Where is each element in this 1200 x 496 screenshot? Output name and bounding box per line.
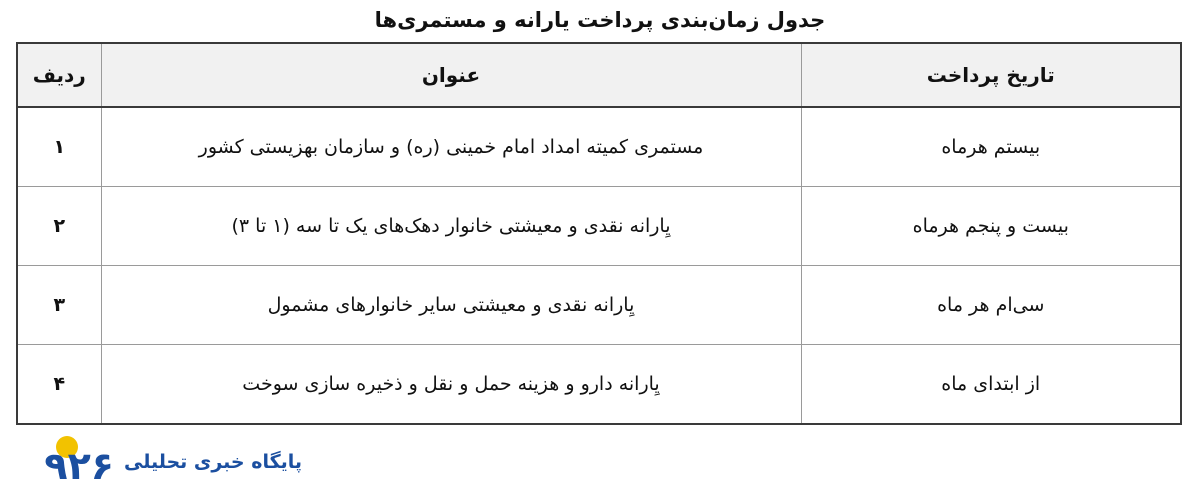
table-body — [17, 107, 1181, 424]
cell-title: یِارانه دارو و هزینه حمل و نقل و ذخیره سازی سوخت — [101, 345, 801, 425]
cell-date: بیست و پنجم هرماه — [801, 187, 1181, 266]
column-header-date: تاریخ پرداخت — [801, 43, 1181, 107]
cell-title: یِارانه نقدی و معیشتی سایر خانوارهای مشمول — [101, 266, 801, 345]
table-row — [17, 345, 1181, 425]
table-row — [17, 187, 1181, 266]
footer-watermark — [18, 434, 1182, 490]
brand-logo-icon — [18, 434, 114, 490]
cell-date: بیستم هرماه — [801, 107, 1181, 187]
cell-row-number: ۲ — [17, 187, 101, 266]
logo-digits: ۹۲۶ — [44, 444, 114, 488]
cell-title: مستمری کمیته امداد امام خمینی (ره) و سازمان بهزیستی کشور — [101, 107, 801, 187]
table-row — [17, 107, 1181, 187]
cell-date: از ابتدای ماه — [801, 345, 1181, 425]
cell-row-number: ۱ — [17, 107, 101, 187]
cell-row-number: ۳ — [17, 266, 101, 345]
schedule-table-container — [18, 42, 1182, 425]
brand-text: پایگاه خبری تحلیلی — [124, 451, 303, 473]
column-header-row: ردیف — [17, 43, 101, 107]
payment-schedule-table — [16, 42, 1182, 425]
cell-title: یِارانه نقدی و معیشتی خانوار دهک‌های یک تا سه (۱ تا ۳) — [101, 187, 801, 266]
cell-row-number: ۴ — [17, 345, 101, 425]
column-header-title: عنوان — [101, 43, 801, 107]
table-row — [17, 266, 1181, 345]
table-header — [17, 43, 1181, 107]
table-header-row — [17, 43, 1181, 107]
cell-date: سی‌ام هر ماه — [801, 266, 1181, 345]
page-title: جدول زمان‌بندی پرداخت یارانه و مستمری‌ها — [374, 8, 826, 32]
